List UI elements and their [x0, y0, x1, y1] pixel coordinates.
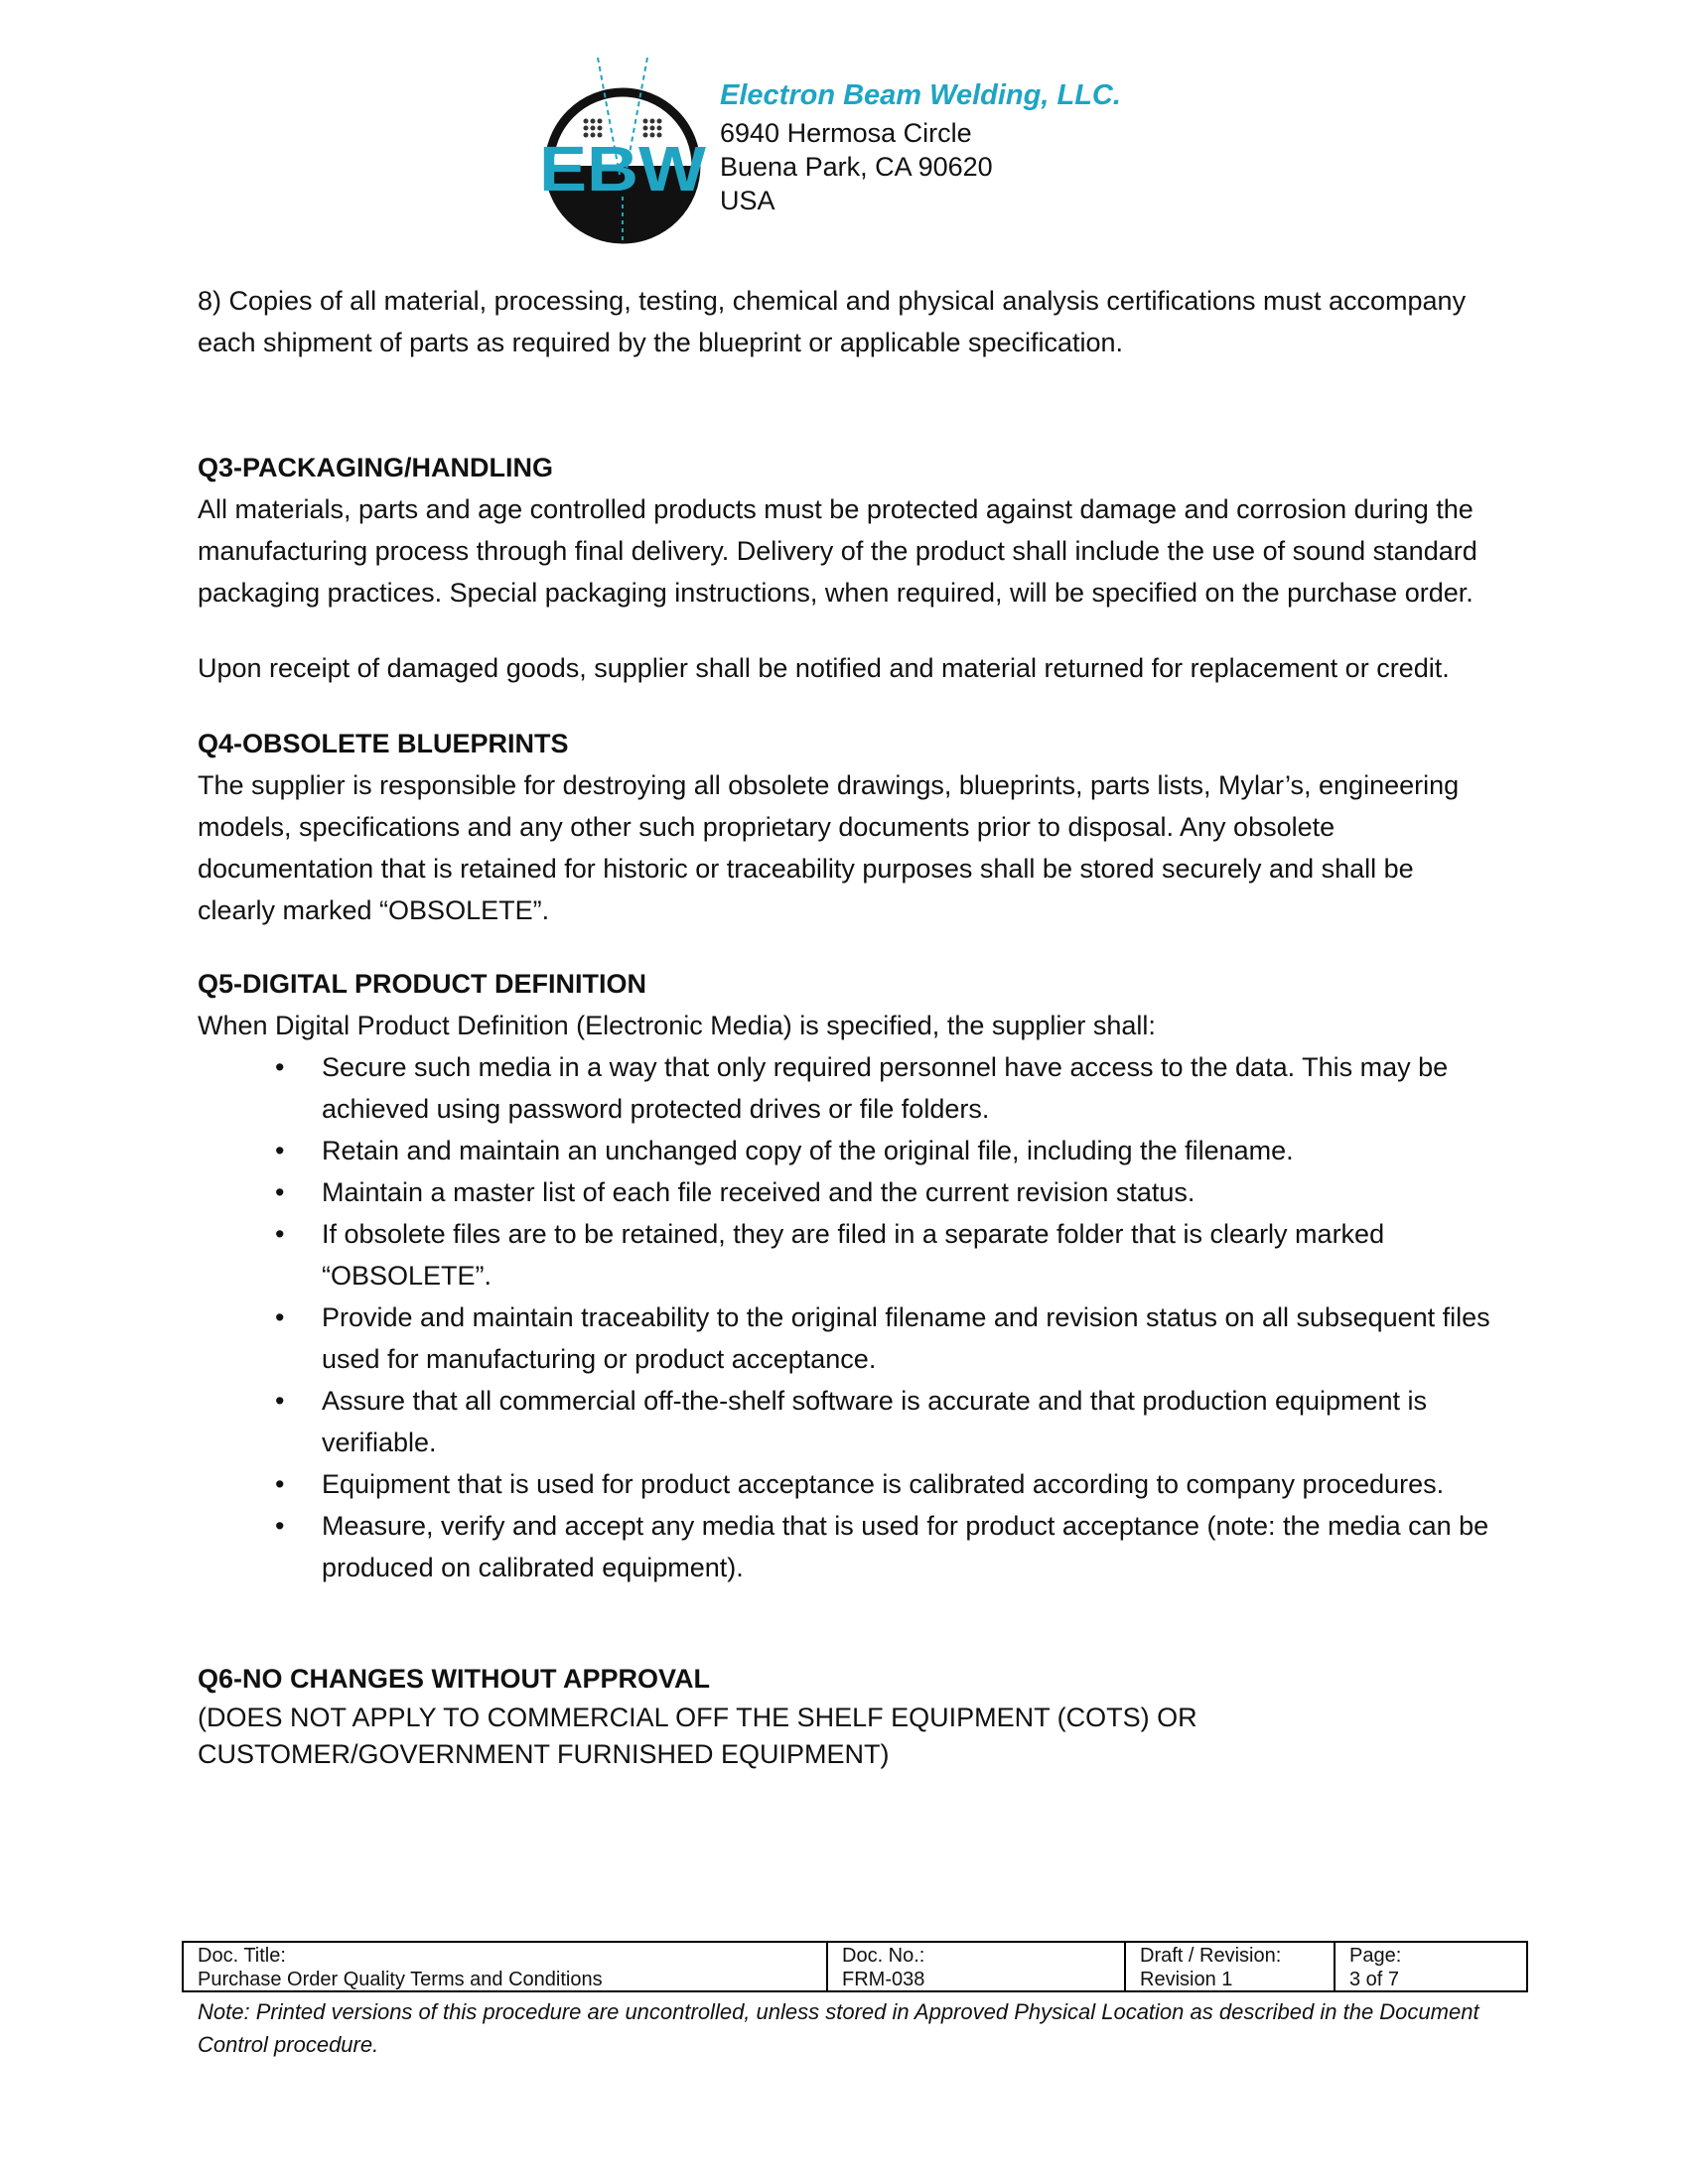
address-line-3: USA — [720, 186, 775, 215]
address-line-1: 6940 Hermosa Circle — [720, 118, 972, 148]
company-name: Electron Beam Welding, LLC. — [720, 79, 1121, 111]
ebw-logo — [534, 58, 711, 246]
svg-text:EBW: EBW — [539, 133, 707, 205]
page-cell — [1336, 1943, 1526, 1990]
page-label: Page: — [1349, 1945, 1402, 1967]
q4-paragraph-1: The supplier is responsible for destroying all obsolete drawings, blueprints, parts lists, Mylar’s, engineering models, specifications and any other such proprietary documents prior to disposal. Any obsolete documentation that is retained for historic or traceability purposes shall be stored securely and shall be clearly marked “OBSOLETE”. — [198, 770, 1460, 925]
q5-bullet-list — [198, 1046, 1498, 1588]
footer-note: Note: Printed versions of this procedure are uncontrolled, unless stored in Approved Physical Location as described in the Document Control procedure. — [198, 1999, 1479, 2057]
doc-no-value: FRM-038 — [842, 1969, 925, 1990]
q3-heading: Q3-PACKAGING/HANDLING — [198, 453, 554, 482]
q6-heading: Q6-NO CHANGES WITHOUT APPROVAL — [198, 1664, 711, 1694]
list-item: • If obsolete files are to be retained, they are filed in a separate folder that is clearly marked “OBSOLETE”. — [198, 1213, 1498, 1297]
address-line-2: Buena Park, CA 90620 — [720, 152, 993, 182]
letterhead — [534, 58, 1209, 246]
list-item: • Measure, verify and accept any media that is used for product acceptance (note: the media can be produced on calibrated equipment). — [198, 1505, 1498, 1588]
q5-heading: Q5-DIGITAL PRODUCT DEFINITION — [198, 969, 646, 999]
list-item: • Equipment that is used for product acceptance is calibrated according to company procedures. — [198, 1463, 1498, 1505]
doc-title-value: Purchase Order Quality Terms and Conditions — [198, 1969, 603, 1990]
list-item: • Secure such media in a way that only required personnel have access to the data. This may be achieved using password protected drives or file folders. — [198, 1046, 1498, 1130]
revision-cell — [1126, 1943, 1336, 1990]
q6-subheading: (DOES NOT APPLY TO COMMERCIAL OFF THE SHELF EQUIPMENT (COTS) OR CUSTOMER/GOVERNMENT FURNISHED EQUIPMENT) — [198, 1703, 1197, 1769]
q5-intro: When Digital Product Definition (Electronic Media) is specified, the supplier shall: — [198, 1011, 1156, 1040]
revision-label: Draft / Revision: — [1140, 1945, 1282, 1967]
q3-paragraph-1: All materials, parts and age controlled products must be protected against damage and corrosion during the manufacturing process through final delivery. Delivery of the product shall include the use of sound standard packaging practices. Special packaging instructions, when required, will be specified on the purchase order. — [198, 494, 1477, 608]
doc-title-cell — [184, 1943, 828, 1990]
q3-paragraph-2: Upon receipt of damaged goods, supplier shall be notified and material returned for replacement or credit. — [198, 653, 1450, 683]
revision-value: Revision 1 — [1140, 1969, 1233, 1990]
document-body — [198, 280, 1498, 1773]
page-value: 3 of 7 — [1349, 1969, 1400, 1990]
doc-no-cell — [828, 1943, 1126, 1990]
list-item: • Retain and maintain an unchanged copy of the original file, including the filename. — [198, 1130, 1498, 1171]
document-control-table — [182, 1941, 1528, 1992]
list-item: • Assure that all commercial off-the-shelf software is accurate and that production equipment is verifiable. — [198, 1380, 1498, 1463]
list-item: • Provide and maintain traceability to the original filename and revision status on all subsequent files used for manufacturing or product acceptance. — [198, 1297, 1498, 1380]
list-item: • Maintain a master list of each file received and the current revision status. — [198, 1171, 1498, 1213]
doc-no-label: Doc. No.: — [842, 1945, 925, 1967]
doc-title-label: Doc. Title: — [198, 1945, 286, 1967]
intro-paragraph: 8) Copies of all material, processing, testing, chemical and physical analysis certifications must accompany each shipment of parts as required by the blueprint or applicable specification. — [198, 286, 1467, 357]
q4-heading: Q4-OBSOLETE BLUEPRINTS — [198, 729, 569, 758]
